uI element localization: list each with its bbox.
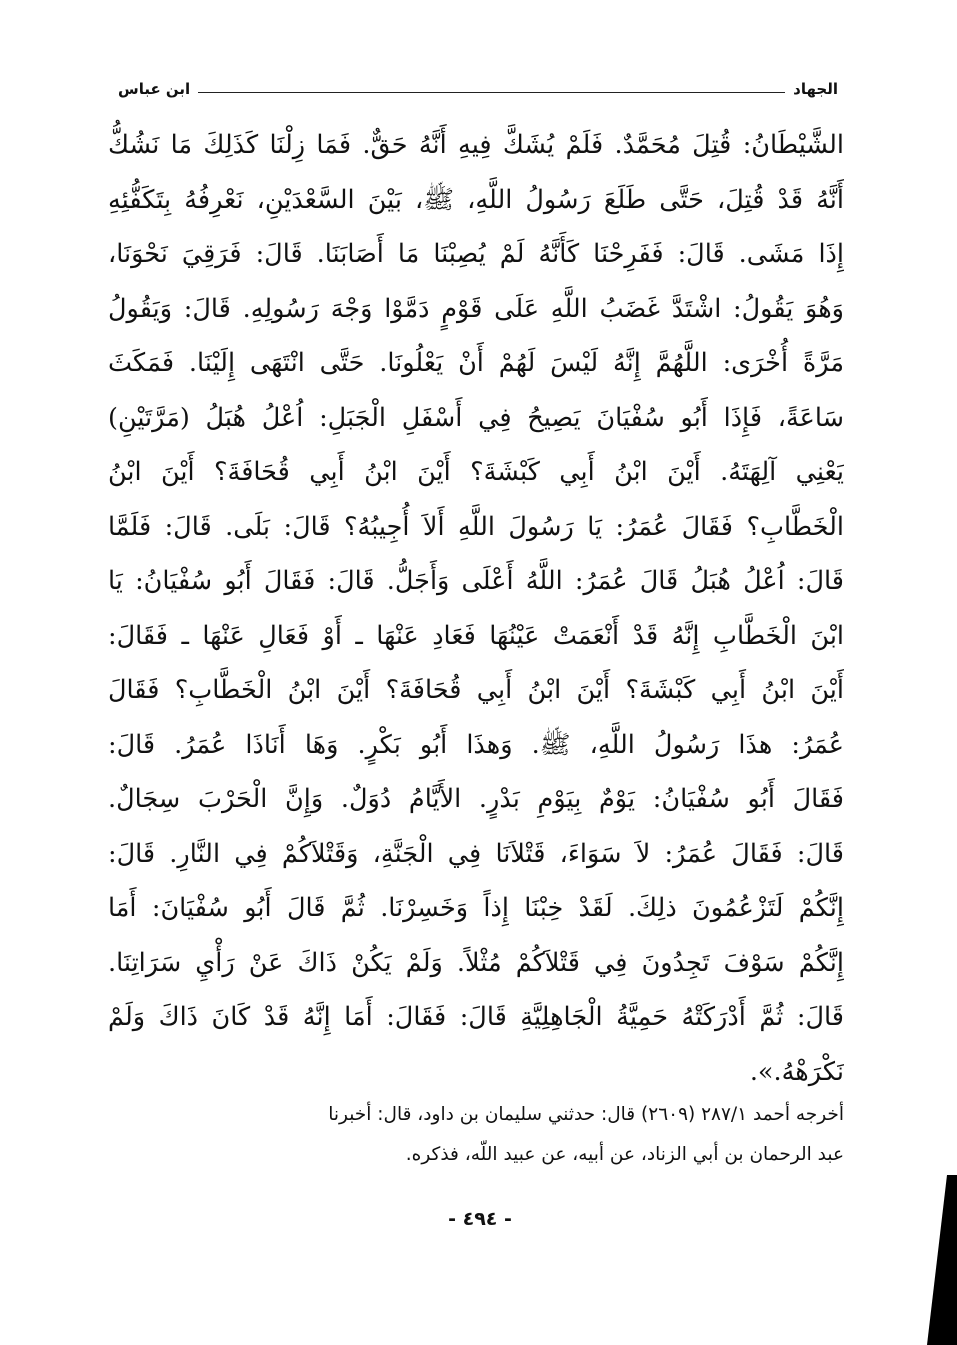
text-line: أَنَّهُ قَدْ قُتِلَ، حَتَّى طَلَعَ رَسُولُ اللَّهِ، ﷺ، بَيْنَ السَّعْدَيْنِ، نَعْرِفُهُ بِتَكَفُّئِهِ [108,184,844,215]
text-line: أَيْنَ ابْنُ أَبِي كَبْشَةَ؟ أَيْنَ ابْنُ أَبِي قُحَافَةَ؟ أَيْنَ ابْنُ الْخَطَّابِ؟ فَقَالَ [108,675,844,705]
text-line: إِذَا مَشَى. قَالَ: فَفَرِحْنَا كَأَنَّهُ لَمْ يُصِبْنَا مَا أَصَابَنَا. قَالَ: فَرَقِيَ نَحْوَنَا، [108,239,844,269]
text-line: إِنَّكُمْ سَوْفَ تَجِدُونَ فِي قَتْلاَكُمْ مُثْلاً. وَلَمْ يَكُنْ ذَاكَ عَنْ رَأْيِ سَرَاتِنَا. [108,947,844,978]
footnote [108,1095,844,1175]
text-line: يَعْنِي آلِهَتَهُ. أَيْنَ ابْنُ أَبِي كَبْشَةَ؟ أَيْنَ ابْنُ أَبِي قُحَافَةَ؟ أَيْنَ ابْنُ [108,457,844,487]
text-line: سَاعَةً، فَإِذَا أَبُو سُفْيَانَ يَصِيحُ فِي أَسْفَلِ الْجَبَلِ: اُعْلُ هُبَلُ (مَرَّتَيْنِ) [108,402,844,433]
text-line: وَهُوَ يَقُولُ: اشْتَدَّ غَضَبُ اللَّهِ عَلَى قَوْمٍ دَمَّوْا وَجْهَ رَسُولِهِ. قَالَ: وَيَقُولُ [108,293,844,324]
text-line: قَالَ: اُعْلُ هُبَلُ قَالَ عُمَرُ: اللَّهُ أَعْلَى وَأَجَلُّ. قَالَ: فَقَالَ أَبُو سُفْيَانُ: يَا [108,566,844,596]
text-line: مَرَّةً أُخْرَى: اللَّهُمَّ إِنَّهُ لَيْسَ لَهُمْ أَنْ يَعْلُونَا. حَتَّى انْتَهَى إِلَيْنَا. فَمَكَثَ [108,348,844,378]
footnote-line: عبد الرحمان بن أبي الزناد، عن أبيه، عن عبيد اللّه، فذكره. [405,1144,844,1165]
footnote-line: أخرجه أحمد ٢٨٧/١ (٢٦٠٩) قال: حدثني سليمان بن داود، قال: أخبرنا [328,1104,844,1125]
running-head [118,74,838,98]
text-line: الشَّيْطَانُ: قُتِلَ مُحَمَّدٌ. فَلَمْ يُشَكَّ فِيهِ أَنَّهُ حَقٌّ. فَمَا زِلْنَا كَذَلِكَ مَا نَشُكُّ [108,130,844,160]
text-line: إِنَّكُمْ لَتَزْعُمُونَ ذلِكَ. لَقَدْ خِبْنَا إِذاً وَخَسِرْنَا. ثُمَّ قَالَ أَبُو سُفْيَانَ: أَمَا [108,893,844,923]
page-number: - ٤٩٤ - [448,1208,512,1230]
narrator-title: ابن عباس [118,80,191,98]
chapter-title: الجهاد [793,80,838,98]
text-line: عُمَرُ: هذَا رَسُولُ اللَّهِ، ﷺ. وَهذَا أَبُو بَكْرٍ. وَهَا أَنَاذَا عُمَرُ. قَالَ: [108,729,844,760]
text-line: فَقَالَ أَبُو سُفْيَانُ: يَوْمٌ بِيَوْمِ بَدْرٍ. الأَيَّامُ دُوَلٌ. وَإِنَّ الْحَرْبَ سِجَالٌ. [108,784,844,814]
hadith-text [108,118,844,1099]
header-rule [198,92,785,93]
text-line: الْخَطَّابِ؟ فَقَالَ عُمَرُ: يَا رَسُولَ اللَّهِ أَلاَ أُجِيبُهُ؟ قَالَ: بَلَى. قَالَ: فَلَمَّا [108,511,844,542]
text-line: قَالَ: ثُمَّ أَدْرَكَتْهُ حَمِيَّةُ الْجَاهِلِيَّةِ قَالَ: فَقَالَ: أَمَا إِنَّهُ قَدْ كَانَ ذَاكَ وَلَمْ [108,1002,844,1032]
text-line: قَالَ: فَقَالَ عُمَرُ: لاَ سَوَاءَ، قَتْلاَنَا فِي الْجَنَّةِ، وَقَتْلاَكُمْ فِي النَّارِ. قَالَ: [108,838,844,869]
text-line: ابْنَ الْخَطَّابِ إِنَّهُ قَدْ أَنْعَمَتْ عَيْنُهَا فَعَادِ عَنْهَا ـ أَوْ فَعَالِ عَنْهَا ـ فَقَالَ: [108,620,844,651]
scan-edge-shadow [917,1175,957,1345]
text-line-last: نَكْرَهْهُ.». [749,1056,844,1087]
